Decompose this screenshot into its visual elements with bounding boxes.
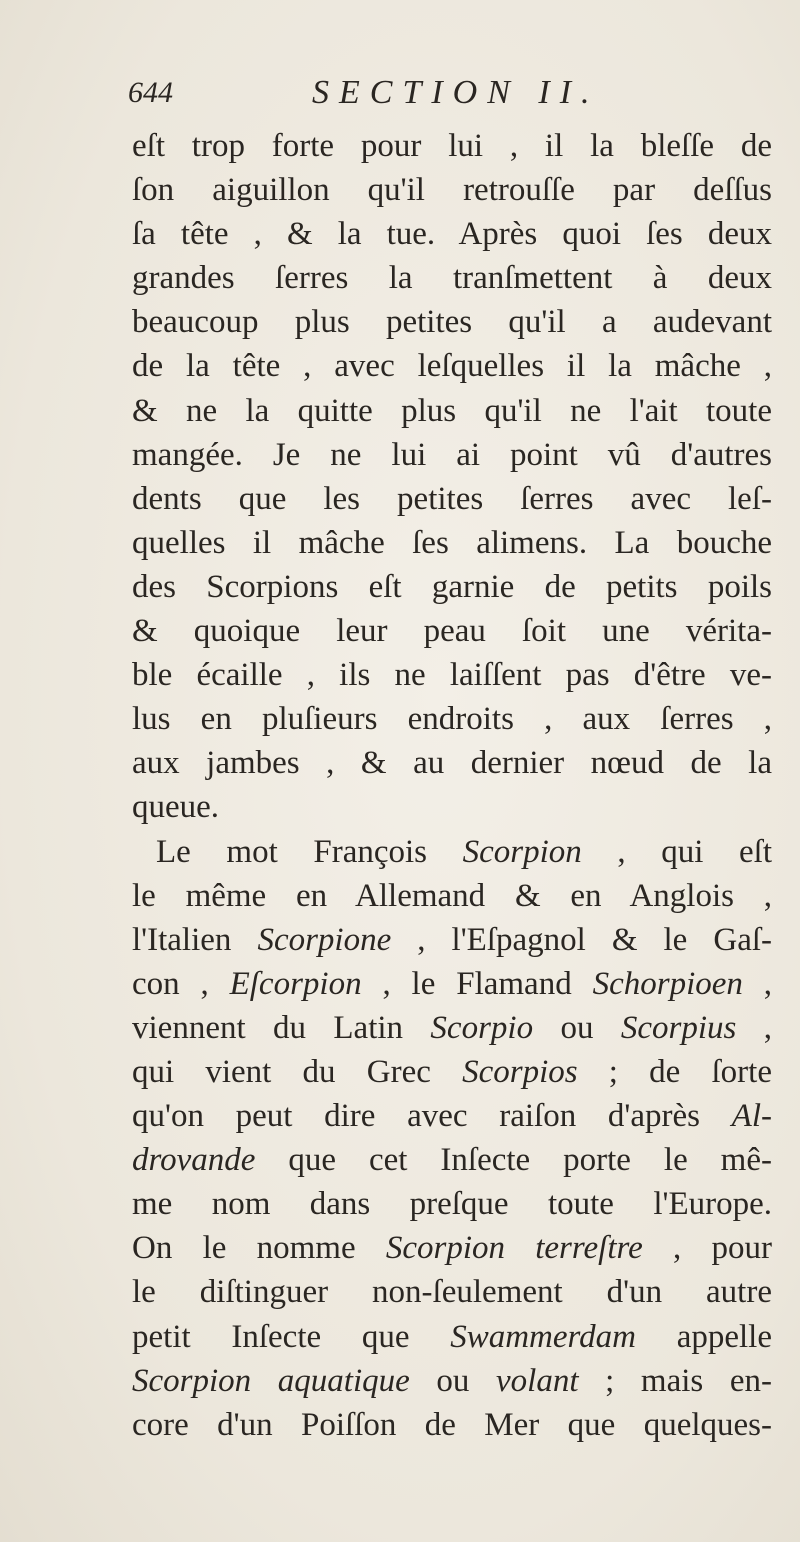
text-line: & ne la quitte plus qu'il ne l'ait toute [132, 392, 772, 429]
text-line: eſt trop forte pour lui , il la bleſſe de [132, 128, 772, 164]
text-line: aux jambes , & au dernier nœud de la [132, 745, 772, 782]
text-line: ble écaille , ils ne laiſſent pas d'être ve- [132, 657, 772, 694]
text-line: me nom dans preſque toute l'Europe. [132, 1186, 772, 1223]
text-line: le diſtinguer non-ſeulement d'un autre [132, 1274, 772, 1311]
text-line: ſa tête , & la tue. Après quoi ſes deux [132, 216, 772, 253]
text-line: le même en Allemand & en Anglois , [132, 877, 772, 914]
text-line: des Scorpions eſt garnie de petits poils [132, 568, 772, 605]
text-line: l'Italien Scorpione , l'Eſpagnol & le Gaſ- [132, 921, 772, 958]
text-line: lus en pluſieurs endroits , aux ſerres , [132, 701, 772, 738]
text-line: petit Inſecte que Swammerdam appelle [132, 1318, 772, 1355]
text-line: quelles il mâche ſes alimens. La bouche [132, 524, 772, 561]
text-line: Scorpion aquatique ou volant ; mais en- [132, 1362, 772, 1399]
text-line: drovande que cet Inſecte porte le mê- [132, 1142, 772, 1179]
page-number: 644 [128, 76, 173, 109]
text-line: grandes ſerres la tranſmettent à deux [132, 260, 772, 297]
text-line: Le mot François Scorpion , qui eſt [156, 833, 772, 870]
text-line: core d'un Poiſſon de Mer que quelques- [132, 1406, 772, 1443]
text-line: con , Eſcorpion , le Flamand Schorpioen , [132, 965, 772, 1002]
text-line: queue. [132, 789, 220, 826]
text-line: qu'on peut dire avec raiſon d'après Al- [132, 1098, 772, 1135]
text-line: mangée. Je ne lui ai point vû d'autres [132, 436, 772, 473]
body-text [132, 124, 772, 1447]
text-line: & quoique leur peau ſoit une vérita- [132, 613, 772, 650]
page-header [128, 74, 708, 120]
text-line: ſon aiguillon qu'il retrouſſe par deſſus [132, 172, 772, 209]
text-line: de la tête , avec leſquelles il la mâche , [132, 348, 772, 385]
running-head: SECTION II. [312, 74, 600, 111]
text-line: viennent du Latin Scorpio ou Scorpius , [132, 1009, 772, 1046]
text-line: qui vient du Grec Scorpios ; de ſorte [132, 1053, 772, 1090]
text-line: On le nomme Scorpion terreſtre , pour [132, 1230, 772, 1267]
text-line: beaucoup plus petites qu'il a audevant [132, 304, 772, 341]
text-line: dents que les petites ſerres avec leſ- [132, 480, 772, 517]
